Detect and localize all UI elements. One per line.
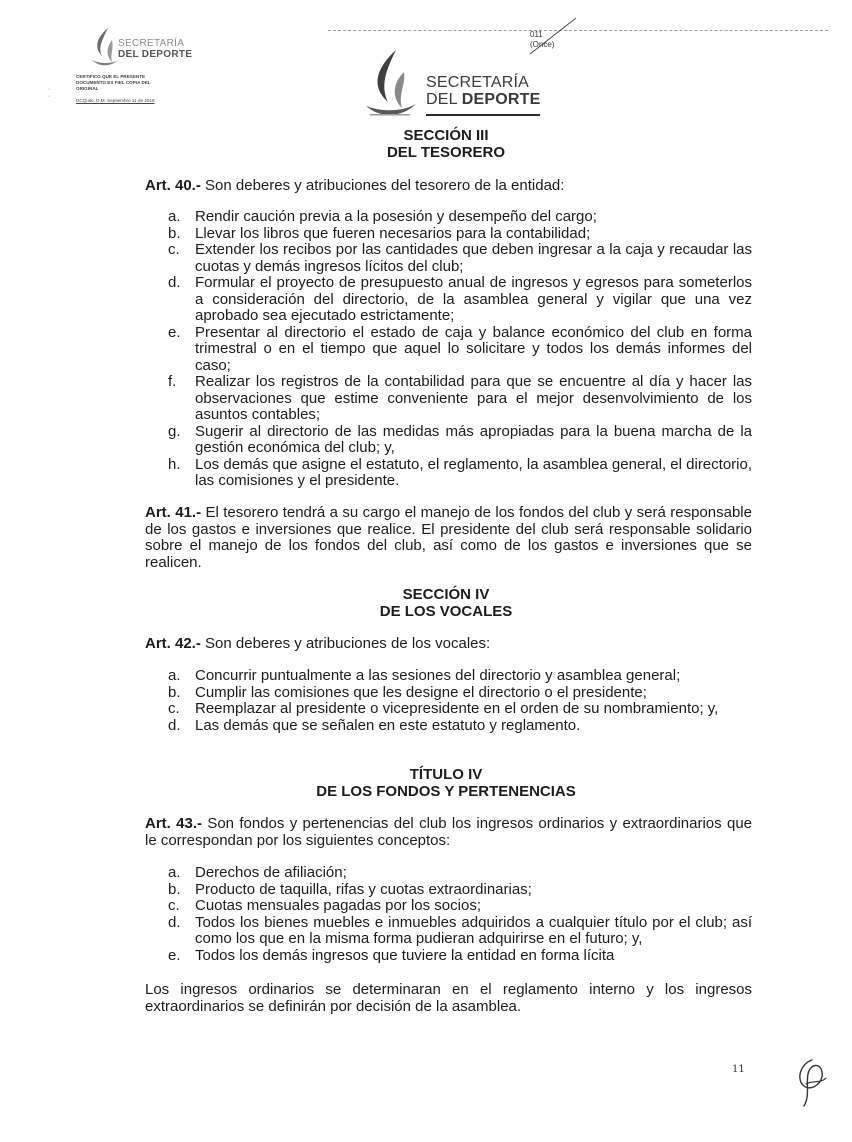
list-item: a. Rendir caución previa a la posesión y desempeño del cargo; bbox=[168, 208, 597, 225]
list-item: a. Concurrir puntualmente a las sesiones del directorio y asamblea general; bbox=[168, 667, 681, 684]
cert-line3: ORIGINAL bbox=[76, 86, 99, 91]
folio-words: (Once) bbox=[530, 40, 555, 49]
certification-stamp-logo bbox=[88, 24, 208, 72]
article-41-label: Art. 41.- bbox=[145, 504, 202, 521]
section-iii-subtitle: DEL TESORERO bbox=[386, 143, 506, 161]
section-iv-subtitle: DE LOS VOCALES bbox=[379, 602, 513, 620]
title-iv-heading bbox=[140, 767, 752, 800]
article-42-label: Art. 42.- bbox=[145, 635, 201, 652]
cert-line2: DOCUMENTO ES FIEL COPIA DEL bbox=[76, 80, 151, 85]
stamp-logo-text bbox=[118, 38, 192, 60]
stamp-dots: · · bbox=[48, 86, 51, 100]
article-42-intro bbox=[145, 636, 752, 653]
article-43-text: Son fondos y pertenencias del club los ingresos ordinarios y extraordinarios que le correspondan por los siguientes conceptos: bbox=[145, 815, 753, 849]
section-iii-heading bbox=[140, 128, 752, 161]
stamp-logo-line1: SECRETARÍA bbox=[118, 38, 185, 49]
list-item: d. Las demás que se señalen en este estatuto y reglamento. bbox=[168, 716, 581, 734]
list-item: f. Realizar los registros de la contabilidad para que se encuentre al día y hacer las observaciones que estime conveniente para el mejor desenvolvimiento de los asuntos contables; bbox=[168, 373, 752, 423]
list-item: h. Los demás que asigne el estatuto, el reglamento, la asamblea general, el directorio, las comisiones y el presidente. bbox=[168, 455, 752, 489]
list-item: d. Formular el proyecto de presupuesto anual de ingresos y egresos para someterlos a consideración del directorio, de la asamblea general y vigilar que una vez aprobado sea ejecutado estrictamente; bbox=[168, 274, 752, 324]
list-item: a. Derechos de afiliación; bbox=[168, 864, 347, 881]
closing-paragraph: Los ingresos ordinarios se determinaran en el reglamento interno y los ingresos extraordinarios se definirán por decisión de la asamblea. bbox=[145, 981, 752, 1015]
folio-digits: 011 bbox=[530, 30, 543, 39]
secretaria-del-deporte-logo bbox=[362, 48, 562, 124]
list-item: e. Todos los demás ingresos que tuviere la entidad en forma lícita bbox=[168, 946, 615, 964]
article-42-list bbox=[168, 668, 752, 734]
article-40-label: Art. 40.- bbox=[145, 177, 201, 194]
section-iii-title: SECCIÓN III bbox=[403, 127, 489, 144]
article-43-label: Art. 43.- bbox=[145, 815, 203, 832]
list-item: c. Reemplazar al presidente o vicepresidente en el orden de su nombramiento; y, bbox=[168, 700, 719, 717]
title-iv-subtitle: DE LOS FONDOS Y PERTENENCIAS bbox=[316, 782, 576, 800]
cert-line1: CERTIFICO QUE EL PRESENTE bbox=[76, 74, 146, 79]
article-43-intro bbox=[145, 816, 752, 849]
cert-date: DCQuito, D.M. Septiembre 11 de 2018 bbox=[76, 98, 155, 103]
list-item: e. Presentar al directorio el estado de caja y balance económico del club en forma trimestral o en el tiempo que aquel lo solicitare y todos los demás informes del caso; bbox=[168, 323, 752, 374]
article-40-text: Son deberes y atribuciones del tesorero de la entidad: bbox=[200, 177, 565, 194]
logo-text-line2: DEL DEPORTE bbox=[426, 91, 541, 108]
article-40-list bbox=[168, 209, 752, 490]
article-42-text: Son deberes y atribuciones de los vocales: bbox=[200, 635, 491, 652]
logo-underline bbox=[426, 114, 540, 116]
article-41 bbox=[145, 505, 752, 571]
stamp-logo-line2: DEL DEPORTE bbox=[118, 49, 193, 60]
signature-icon bbox=[790, 1054, 834, 1110]
section-iv-heading bbox=[140, 587, 752, 620]
list-item: c. Extender los recibos por las cantidades que deben ingresar a la caja y recaudar las cuotas y demás ingresos lícitos del club; bbox=[168, 241, 752, 275]
page-number: 11 bbox=[732, 1064, 745, 1075]
logo-text-line1: SECRETARÍA bbox=[426, 74, 530, 91]
article-41-text: El tesorero tendrá a su cargo el manejo de los fondos del club y será responsable de los gastos e inversiones que realice. El presidente del club será responsable solidario sobre el manejo de los fondos del club, así como de los gastos e inversiones que se realicen. bbox=[145, 504, 752, 571]
article-43-list bbox=[168, 865, 752, 964]
list-item: d. Todos los bienes muebles e inmuebles adquiridos a cualquier título por el club; así como los que en la misma forma pudieran adquirirse en el futuro; y, bbox=[168, 913, 752, 947]
title-iv-title: TÍTULO IV bbox=[409, 766, 483, 783]
article-40-intro bbox=[145, 178, 752, 195]
flame-logo-icon bbox=[88, 26, 122, 70]
list-item: b. Llevar los libros que fueren necesarios para la contabilidad; bbox=[168, 224, 591, 242]
list-item: c. Cuotas mensuales pagadas por los socios; bbox=[168, 897, 481, 914]
flame-logo-icon bbox=[362, 48, 424, 124]
list-item: g. Sugerir al directorio de las medidas más apropiadas para la buena marcha de la gestión económica del club; y, bbox=[168, 422, 752, 456]
section-iv-title: SECCIÓN IV bbox=[402, 586, 490, 603]
certification-text bbox=[76, 74, 216, 104]
folio-number bbox=[530, 30, 554, 50]
list-item: b. Producto de taquilla, rifas y cuotas extraordinarias; bbox=[168, 880, 532, 898]
list-item: b. Cumplir las comisiones que les designe el directorio o el presidente; bbox=[168, 683, 647, 701]
